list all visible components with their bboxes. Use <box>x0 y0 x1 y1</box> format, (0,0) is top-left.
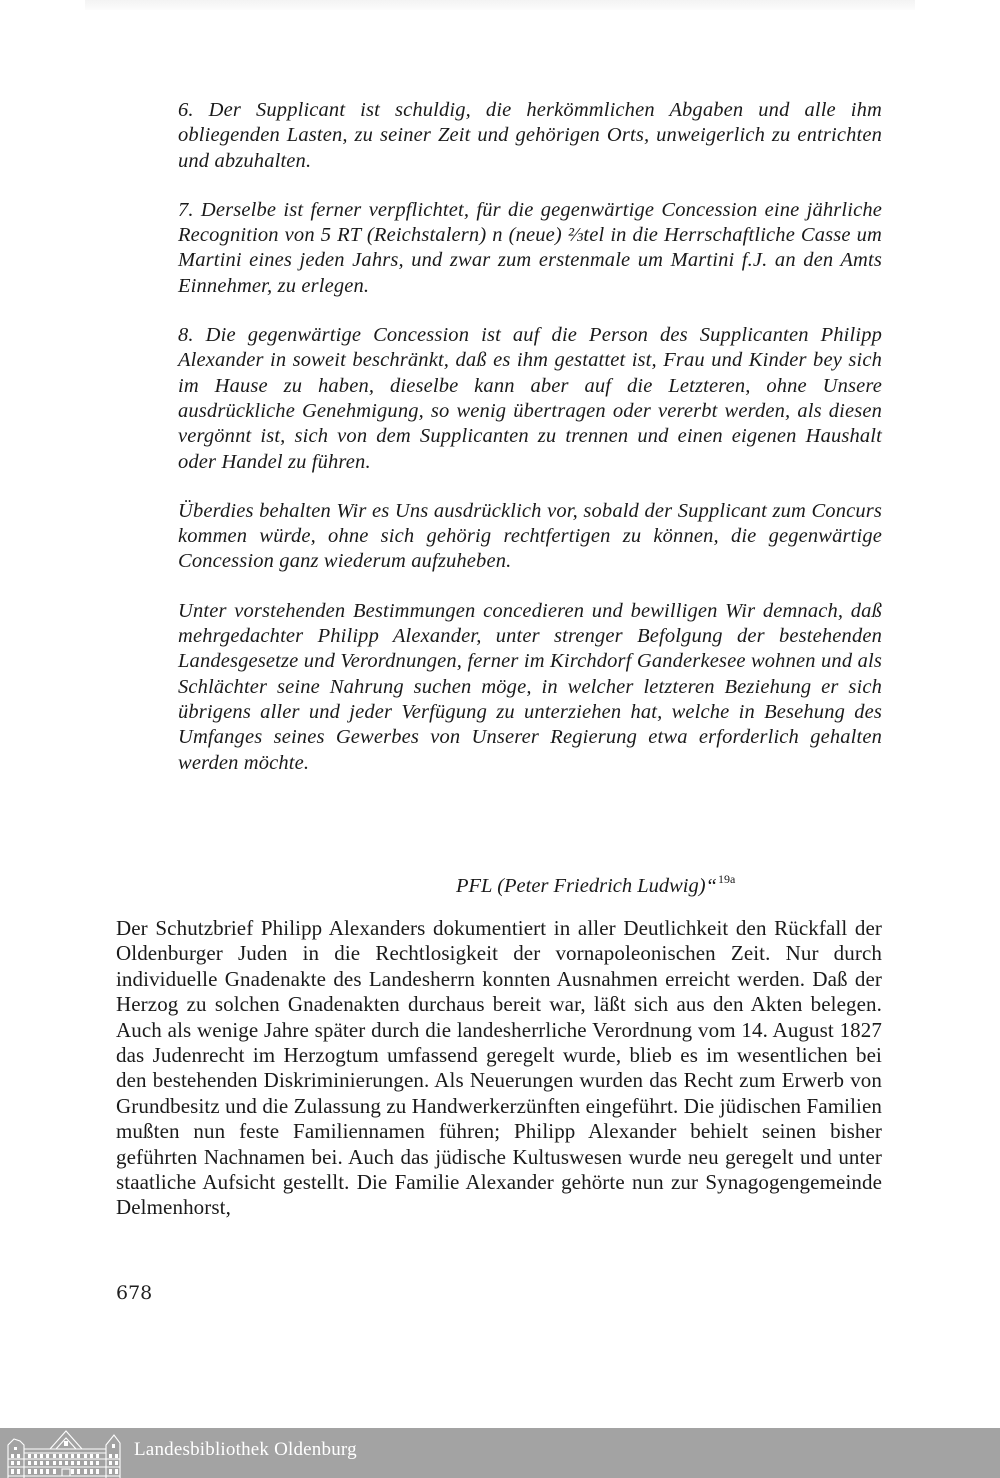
library-building-icon <box>6 1429 124 1478</box>
footnote-reference: 19a <box>718 872 736 886</box>
quote-paragraph-concession: Unter vorstehenden Bestimmungen concedieren und bewilligen Wir demnach, daß mehrgedachter Philipp Alexander, unter strenger Befolgung der bestehenden Landesgesetze und Verordnungen, ferner im Kirchdorf Ganderkesee wohnen und als Schlächter seine Nahrung suchen möge, in welcher letzteren Beziehung er sich übrigens aller und jeder Verfügung zu unterziehen hat, welche in Besehung des Umfanges seines Gewerbes von Unserer Regierung etwa erforderlich gehalten werden möchte. <box>178 599 882 774</box>
library-name: Landesbibliothek Oldenburg <box>134 1439 357 1460</box>
signature-text: PFL (Peter Friedrich Ludwig)“ <box>456 875 717 897</box>
quote-paragraph-8: 8. Die gegenwärtige Concession ist auf die Person des Supplicanten Philipp Alexander in soweit beschränkt, daß es ihm gestattet ist, Frau und Kinder bey sich im Hause zu haben, dieselbe kann aber auf die Letzteren, ohne Unsere ausdrückliche Genehmigung, so wenig übertragen oder vererbt werden, als diesen vergönnt ist, sich von dem Supplicanten zu trennen und einen eigenen Haushalt oder Handel zu führen. <box>178 324 882 473</box>
footer-banner <box>0 1428 1000 1478</box>
quoted-document <box>178 98 882 776</box>
body-paragraph: Der Schutzbrief Philipp Alexanders dokumentiert in aller Deutlichkeit den Rückfall der Oldenburger Juden in die Rechtlosigkeit der vornapoleonischen Zeit. Nur durch individuelle Gnadenakte des Landesherrn konnten Ausnahmen erreicht werden. Daß der Herzog zu solchen Gnadenakten durchaus bereit war, läßt sich aus den Akten belegen. Auch als wenige Jahre später durch die landesherrliche Verordnung vom 14. August 1827 das Judenrecht im Herzogtum umfassend geregelt wurde, blieb es im wesentlichen bei den bestehenden Diskriminierungen. Als Neuerungen wurden das Recht zum Erwerb von Grundbesitz und die Zulassung zu Handwerkerzünften eingeführt. Die jüdischen Familien mußten nun feste Familiennamen führen; Philipp Alexander behielt seinen bisher geführten Nachnamen bei. Auch das jüdische Kultuswesen wurde neu geregelt und unter staatliche Aufsicht gestellt. Die Familie Alexander gehörte nun zur Synagogengemeinde Delmenhorst, <box>116 916 882 1220</box>
page-number: 678 <box>116 1282 153 1304</box>
quote-paragraph-6: 6. Der Supplicant ist schuldig, die herkömmlichen Abgaben und alle ihm obliegenden Lasten, zu seiner Zeit und gehörigen Orts, unweigerlich zu entrichten und abzuhalten. <box>178 99 882 172</box>
quote-paragraph-reservation: Überdies behalten Wir es Uns ausdrücklich vor, sobald der Supplicant zum Concurs kommen würde, ohne sich gehörig rechtfertigen zu können, die gegenwärtige Concession ganz wiederum aufzuheben. <box>178 499 882 573</box>
previous-page-bleed <box>85 0 915 10</box>
quote-paragraph-7: 7. Derselbe ist ferner verpflichtet, für die gegenwärtige Concession eine jährliche Recognition von 5 RT (Reichstalern) n (neue) ⅔tel in die Herrschaftliche Casse um Martini eines jeden Jahrs, und zwar zum erstenmale um Martini f.J. an den Amts Einnehmer, zu erlegen. <box>178 198 882 297</box>
quote-signature <box>456 866 735 899</box>
